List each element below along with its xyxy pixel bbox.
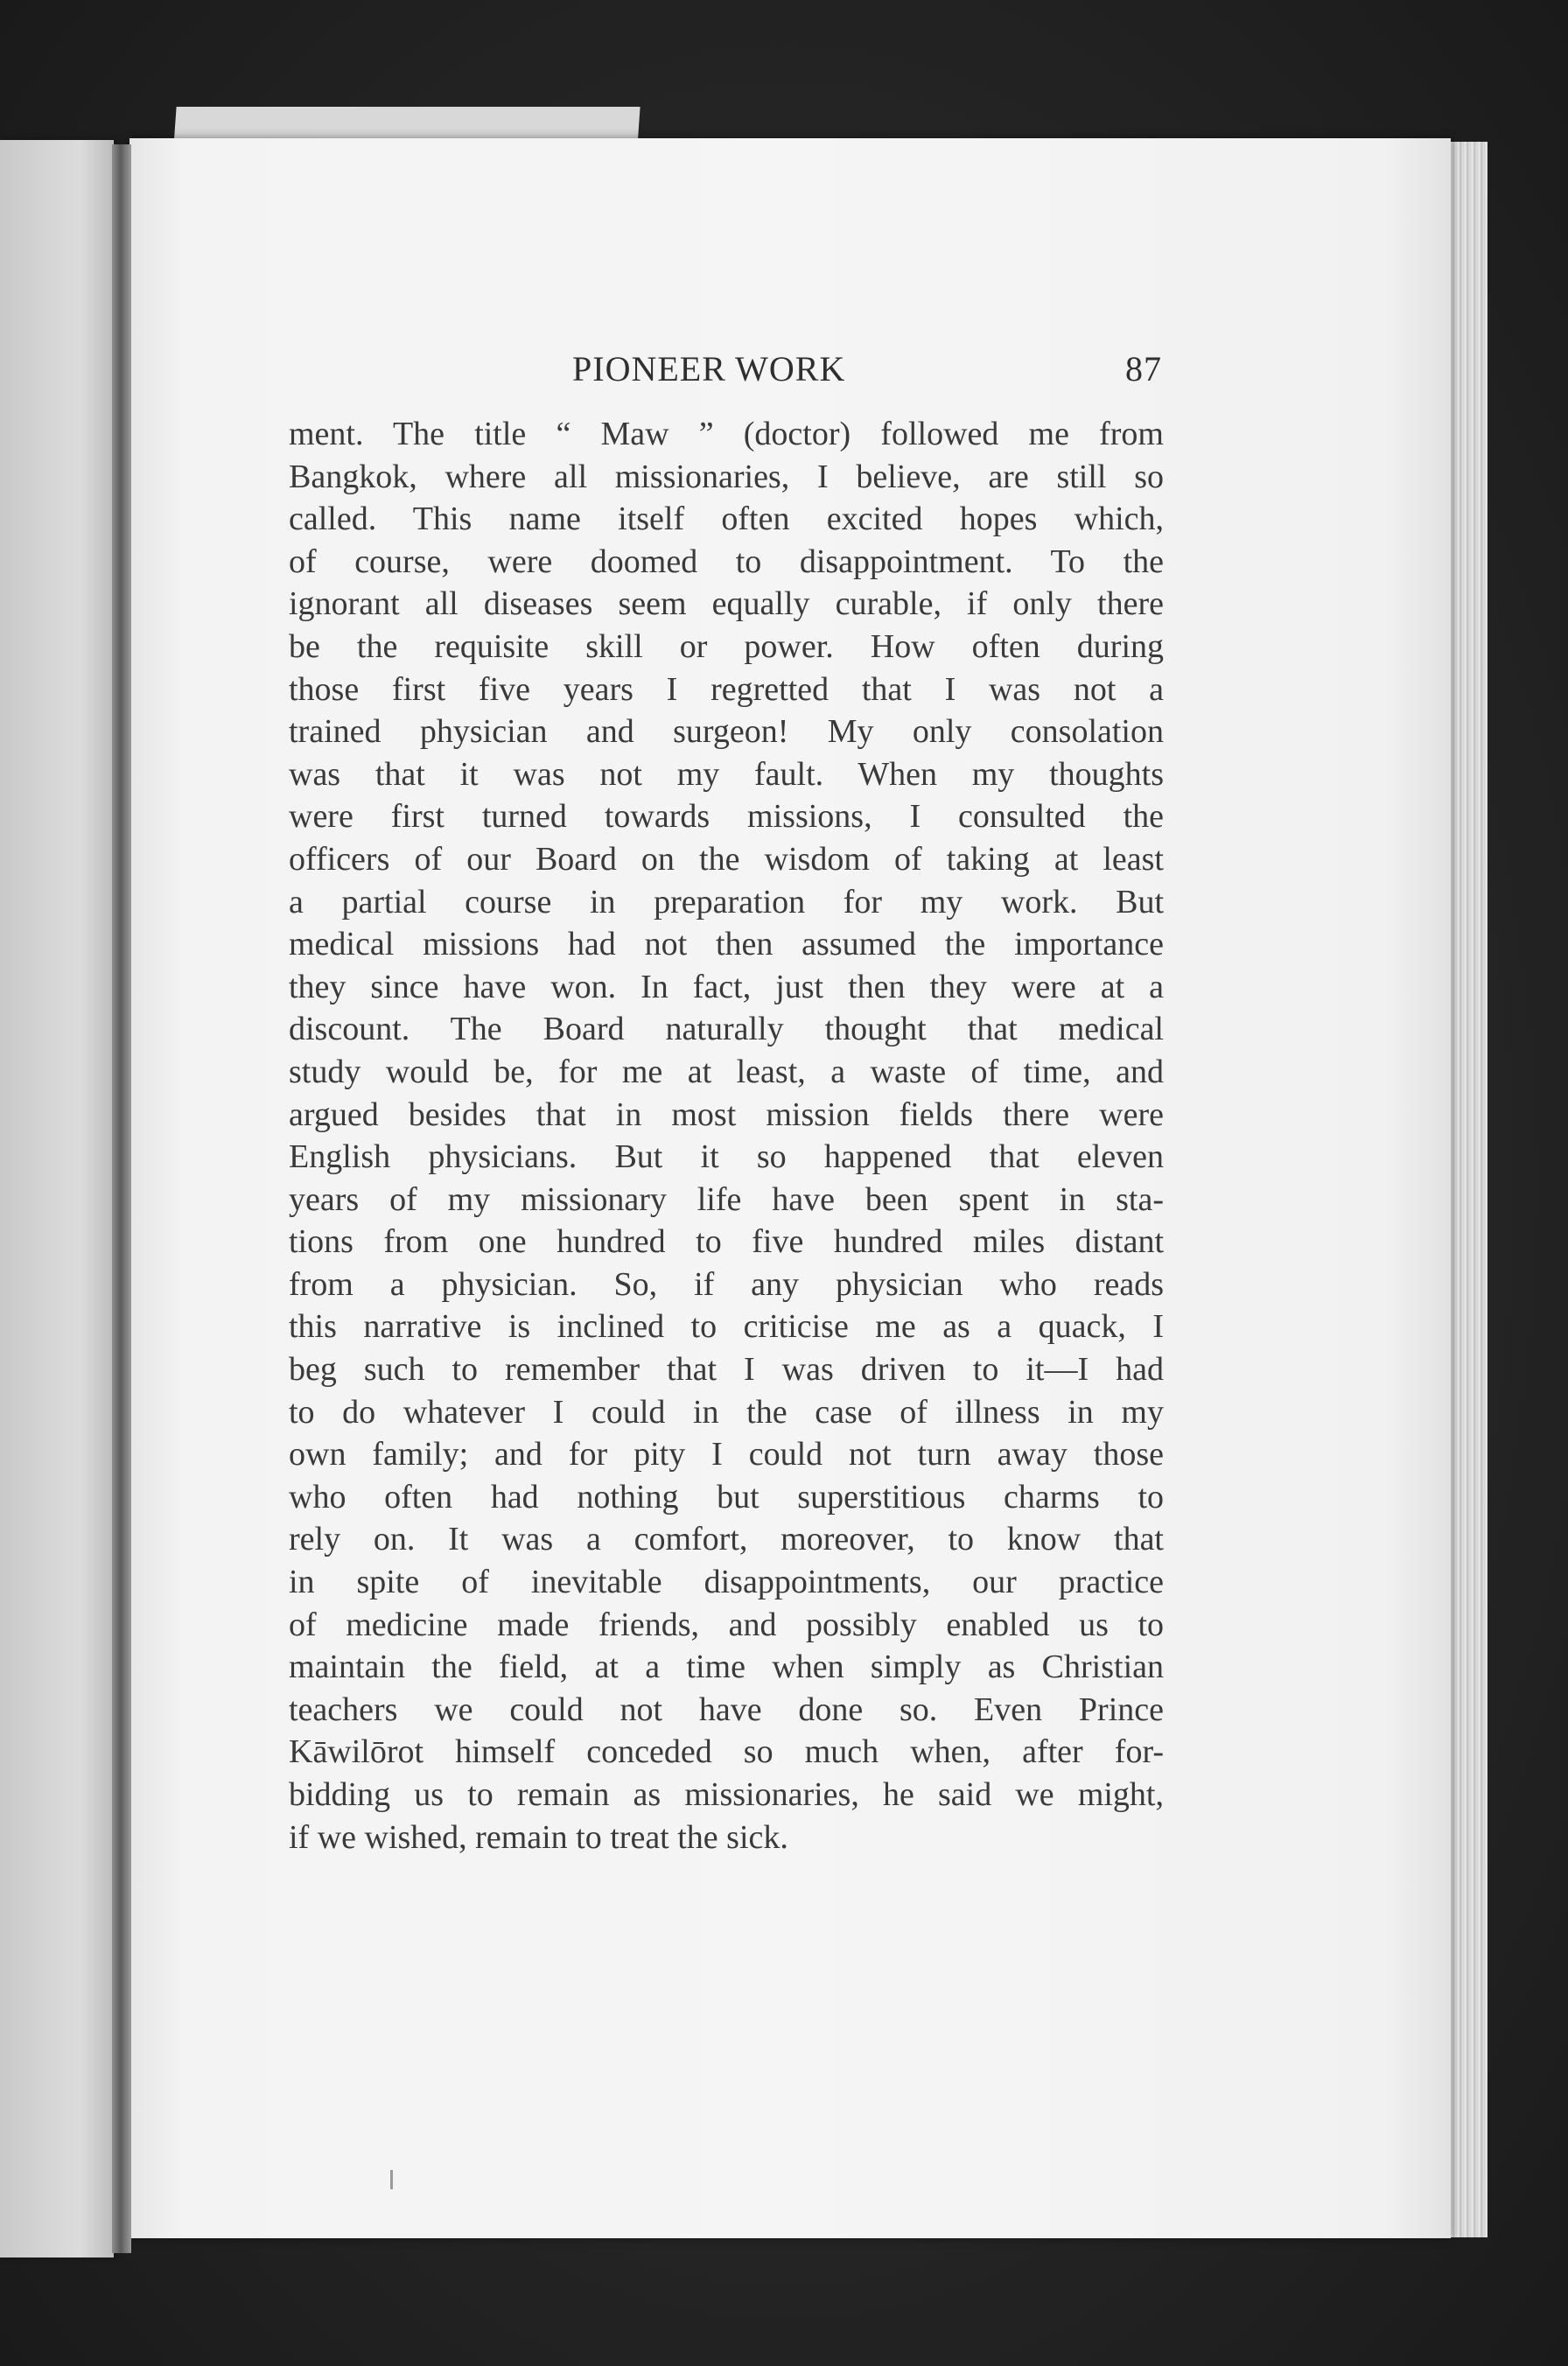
scan-speck [390, 2170, 393, 2189]
text-line: beg such to remember that I was driven to it—I had [289, 1351, 1164, 1389]
text-line: to do whatever I could in the case of illness in my [289, 1393, 1164, 1431]
text-line: trained physician and surgeon! My only consolation [289, 713, 1164, 751]
running-head-title: PIONEER WORK [572, 349, 846, 388]
body-text [289, 413, 1164, 1858]
text-line: ignorant all diseases seem equally curable, if only there [289, 585, 1164, 623]
page-number: 87 [1125, 349, 1162, 388]
text-line: were first turned towards missions, I consulted the [289, 798, 1164, 836]
text-line: years of my missionary life have been spent in sta- [289, 1180, 1164, 1218]
text-line: teachers we could not have done so. Even Prince [289, 1690, 1164, 1728]
text-line: of course, were doomed to disappointment. To the [289, 542, 1164, 580]
text-line: was that it was not my fault. When my thoughts [289, 755, 1164, 793]
text-line: this narrative is inclined to criticise me as a quack, I [289, 1308, 1164, 1346]
text-line: Bangkok, where all missionaries, I believe, are still so [289, 458, 1164, 495]
running-head [290, 348, 1162, 401]
text-line: rely on. It was a comfort, moreover, to know that [289, 1521, 1164, 1558]
text-line: own family; and for pity I could not turn away those [289, 1436, 1164, 1474]
text-line: ment. The title “ Maw ” (doctor) followed me from [289, 416, 1164, 452]
text-line: who often had nothing but superstitious charms to [289, 1478, 1164, 1516]
text-line: called. This name itself often excited hopes which, [289, 500, 1164, 538]
text-line: officers of our Board on the wisdom of taking at least [289, 840, 1164, 878]
text-line: tions from one hundred to five hundred miles distant [289, 1223, 1164, 1261]
text-line: they since have won. In fact, just then they were at a [289, 968, 1164, 1005]
text-line: be the requisite skill or power. How often during [289, 627, 1164, 665]
text-line: medical missions had not then assumed the importance [289, 926, 1164, 963]
facing-page-edge [0, 140, 114, 2258]
text-line: bidding us to remain as missionaries, he said we might, [289, 1776, 1164, 1813]
text-line: English physicians. But it so happened that eleven [289, 1138, 1164, 1176]
text-line: discount. The Board naturally thought that medical [289, 1011, 1164, 1048]
text-line: in spite of inevitable disappointments, our practice [289, 1564, 1164, 1601]
text-line: those first five years I regretted that I was not a [289, 670, 1164, 708]
text-line: argued besides that in most mission fields there were [289, 1096, 1164, 1133]
book-gutter [112, 144, 131, 2253]
text-line: a partial course in preparation for my work. But [289, 883, 1164, 920]
text-line: study would be, for me at least, a waste of time, and [289, 1053, 1164, 1090]
text-line: Kāwilōrot himself conceded so much when, after for- [289, 1733, 1164, 1771]
text-line: if we wished, remain to treat the sick. [289, 1818, 788, 1856]
text-line: maintain the field, at a time when simply as Christian [289, 1648, 1164, 1686]
text-line: from a physician. So, if any physician who reads [289, 1265, 1164, 1303]
text-line: of medicine made friends, and possibly enabled us to [289, 1606, 1164, 1643]
